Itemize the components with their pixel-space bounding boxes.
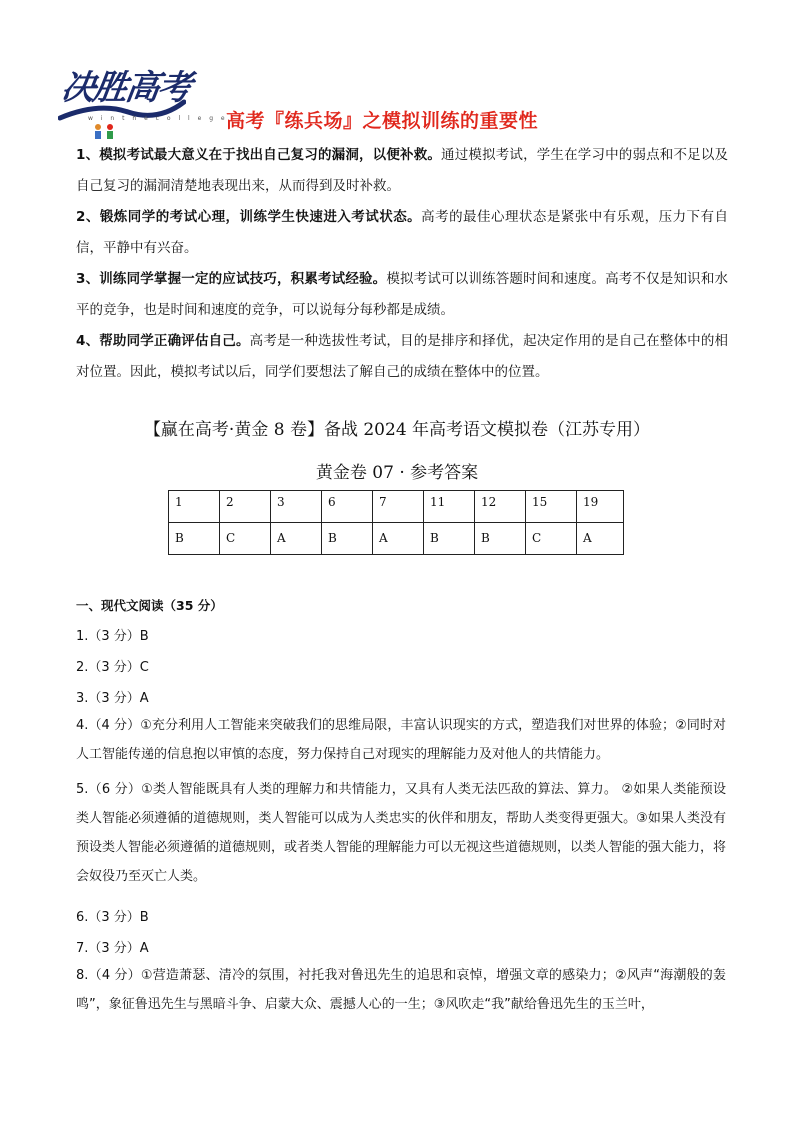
question-number-cell: 15 bbox=[526, 491, 577, 523]
answer-cell: C bbox=[220, 523, 271, 555]
promo-point-2 bbox=[76, 202, 728, 264]
answer-cell: A bbox=[577, 523, 624, 555]
promo-title: 高考『练兵场』之模拟训练的重要性 bbox=[226, 110, 539, 132]
promo-point-text: 通过模拟考试，学生在学习中的弱点和不足以及自己复习的漏洞清楚地表现出来，从而得到及时补救。 bbox=[76, 147, 728, 194]
question-number-cell: 6 bbox=[322, 491, 373, 523]
exam-title: 【赢在高考·黄金 8 卷】备战 2024 年高考语文模拟卷（江苏专用） bbox=[143, 420, 651, 440]
answer-cell: C bbox=[526, 523, 577, 555]
promo-point-text: 高考是一种选拔性考试，目的是排序和择优，起决定作用的是自己在整体中的相对位置。因此，模拟考试以后，同学们要想法了解自己的成绩在整体中的位置。 bbox=[76, 333, 728, 380]
brand-logo bbox=[58, 60, 228, 138]
answer-cell: A bbox=[373, 523, 424, 555]
promo-point-3 bbox=[76, 264, 728, 326]
question-number-cell: 12 bbox=[475, 491, 526, 523]
answer-item-5: 5.（6 分）①类人智能既具有人类的理解力和共情能力，又具有人类无法匹敌的算法、算力。 ②如果人类能预设类人智能必须遵循的道德规则，类人智能可以成为人类忠实的伙伴和朋友，帮助人类变得更强大。③如果人类没有预设类人智能必须遵循的道德规则，或者类人智能的理解能力可以无视这些道德规则，以类人智能的强大能力，将会奴役乃至灭亡人类。 bbox=[76, 782, 727, 884]
answer-table bbox=[168, 490, 624, 555]
question-number-cell: 11 bbox=[424, 491, 475, 523]
answer-item-4: 4.（4 分）①充分利用人工智能来突破我们的思维局限，丰富认识现实的方式，塑造我们对世界的体验；②同时对人工智能传递的信息抱以审慎的态度，努力保持自己对现实的理解能力及对他人的共情能力。 bbox=[76, 718, 726, 762]
answer-item-1: 1.（3 分）B bbox=[76, 629, 149, 644]
answer-row bbox=[169, 523, 624, 555]
promo-point-bold: 2、锻炼同学的考试心理，训练学生快速进入考试状态。 bbox=[76, 209, 422, 225]
promo-point-bold: 3、训练同学掌握一定的应试技巧，积累考试经验。 bbox=[76, 271, 387, 287]
question-number-cell: 3 bbox=[271, 491, 322, 523]
answer-item-6: 6.（3 分）B bbox=[76, 910, 149, 925]
answer-item-3: 3.（3 分）A bbox=[76, 691, 149, 706]
section-heading: 一、现代文阅读（35 分） bbox=[76, 598, 223, 613]
logo-text: 决胜高考 bbox=[58, 68, 193, 108]
answer-cell: B bbox=[475, 523, 526, 555]
promo-point-4 bbox=[76, 326, 728, 388]
question-number-cell: 2 bbox=[220, 491, 271, 523]
answer-cell: B bbox=[169, 523, 220, 555]
logo-subtitle: w i n t h e c o l l e g e bbox=[88, 115, 228, 122]
answer-cell: B bbox=[424, 523, 475, 555]
promo-point-bold: 1、模拟考试最大意义在于找出自己复习的漏洞，以便补救。 bbox=[76, 147, 442, 163]
question-number-cell: 1 bbox=[169, 491, 220, 523]
answer-title: 黄金卷 07 · 参考答案 bbox=[315, 463, 479, 483]
answer-cell: B bbox=[322, 523, 373, 555]
answer-item-7: 7.（3 分）A bbox=[76, 941, 149, 956]
logo-figures-icon bbox=[92, 122, 118, 140]
promo-point-bold: 4、帮助同学正确评估自己。 bbox=[76, 333, 250, 349]
answer-item-2: 2.（3 分）C bbox=[76, 660, 149, 675]
answer-item-8: 8.（4 分）①营造萧瑟、清冷的氛围，衬托我对鲁迅先生的追思和哀悼，增强文章的感染力；②风声“海潮般的轰鸣”，象征鲁迅先生与黑暗斗争、启蒙大众、震撼人心的一生；③风吹走“我”献给鲁迅先生的玉兰叶， bbox=[76, 968, 726, 1012]
answer-cell: A bbox=[271, 523, 322, 555]
promo-point-text: 高考的最佳心理状态是紧张中有乐观，压力下有自信，平静中有兴奋。 bbox=[76, 209, 728, 256]
promo-point-1 bbox=[76, 140, 728, 202]
question-number-cell: 19 bbox=[577, 491, 624, 523]
question-number-row bbox=[169, 491, 624, 523]
promo-point-text: 模拟考试可以训练答题时间和速度。高考不仅是知识和水平的竞争，也是时间和速度的竞争，可以说每分每秒都是成绩。 bbox=[76, 271, 728, 318]
question-number-cell: 7 bbox=[373, 491, 424, 523]
